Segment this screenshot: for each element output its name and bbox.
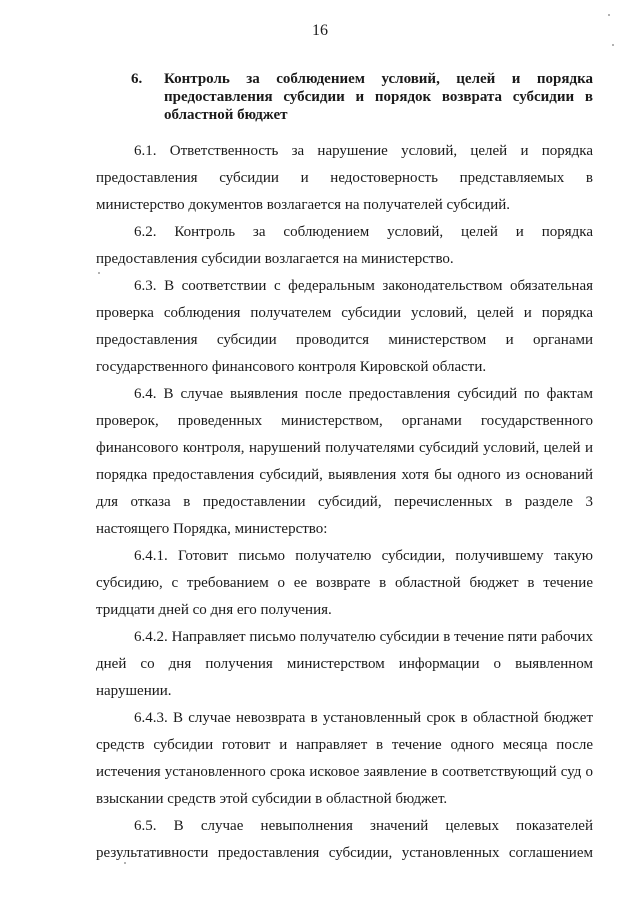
scan-speck: [612, 44, 614, 46]
paragraph-6-4-3: 6.4.3. В случае невозврата в установленный срок в областной бюджет средств субсидии готовит и направляет в течение одного месяца после истечения установленного срока исковое заявление в соответствующий суд о взыскании средств этой субсидии в областной бюджет.: [96, 710, 593, 807]
section-number: 6.: [131, 71, 143, 87]
scan-speck: [608, 14, 610, 16]
scan-speck: [98, 272, 100, 274]
body-text: [96, 138, 593, 867]
section-heading: [131, 70, 593, 124]
paragraph-6-4-1: 6.4.1. Готовит письмо получателю субсидии, получившему такую субсидию, с требованием о ее возврате в областной бюджет в течение тридцати дней со дня его получения.: [96, 548, 593, 618]
paragraph-6-4-2: 6.4.2. Направляет письмо получателю субсидии в течение пяти рабочих дней со дня получения министерством информации о выявленном нарушении.: [96, 629, 593, 699]
paragraph-6-3: 6.3. В соответствии с федеральным законодательством обязательная проверка соблюдения получателем субсидии условий, целей и порядка предоставления субсидии проводится министерством и органами государственного финансового контроля Кировской области.: [96, 278, 593, 375]
section-title: Контроль за соблюдением условий, целей и порядка предоставления субсидии и порядок возврата субсидии в областной бюджет: [164, 71, 593, 123]
page-number: 16: [312, 22, 328, 39]
paragraph-6-1: 6.1. Ответственность за нарушение условий, целей и порядка предоставления субсидии и недостоверность представляемых в министерство документов возлагается на получателей субсидий.: [96, 143, 593, 213]
scan-speck: [124, 862, 126, 864]
paragraph-6-5: 6.5. В случае невыполнения значений целевых показателей результативности предоставления субсидии, установленных соглашением: [96, 818, 593, 861]
paragraph-6-2: 6.2. Контроль за соблюдением условий, целей и порядка предоставления субсидии возлагается на министерство.: [96, 224, 593, 267]
paragraph-6-4: 6.4. В случае выявления после предоставления субсидий по фактам проверок, проведенных министерством, органами государственного финансового контроля, нарушений получателями субсидий условий, целей и порядка предоставления субсидий, выявления хотя бы одного из оснований для отказа в предоставлении субсидий, перечисленных в разделе 3 настоящего Порядка, министерство:: [96, 386, 593, 537]
